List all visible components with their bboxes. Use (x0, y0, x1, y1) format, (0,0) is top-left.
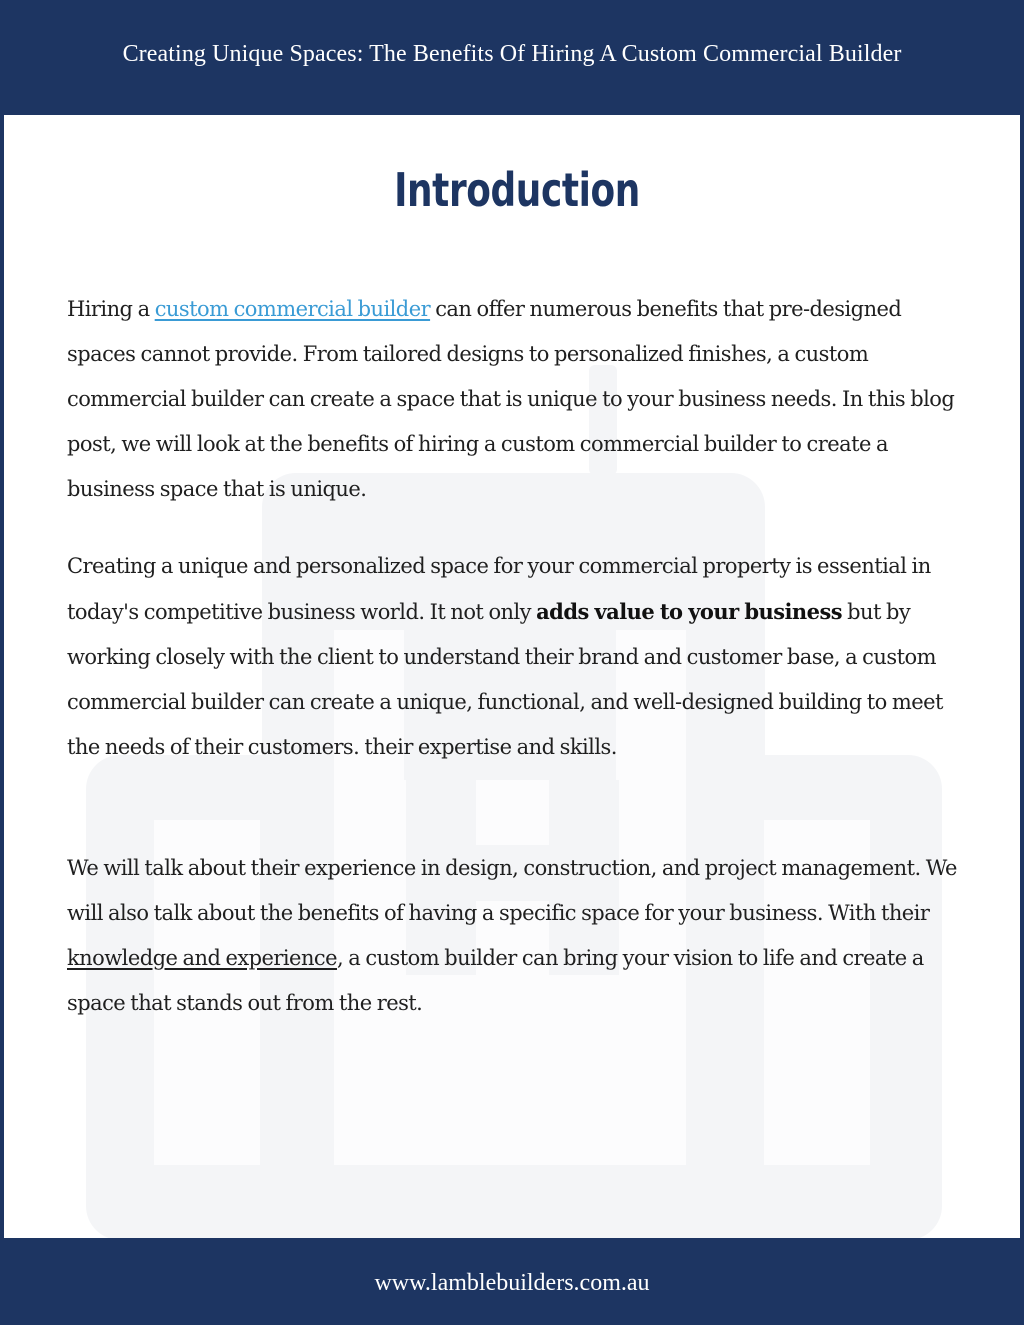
paragraph-unique-space (67, 544, 962, 770)
section-heading: Introduction (394, 163, 640, 217)
paragraph-experience (67, 846, 962, 1026)
paragraph-text: but by working closely with the client to understand their brand and customer base, a custom commercial builder can create a unique, functional, and well-designed building to meet the needs of their customers. their expertise and skills. (67, 600, 943, 759)
paragraph-intro (67, 287, 962, 512)
footer-website-url[interactable]: www.lamblebuilders.com.au (374, 1270, 650, 1296)
header-band (0, 0, 1024, 110)
footer-band (0, 1243, 1024, 1325)
paragraph-text: Hiring a (67, 297, 155, 321)
paragraph-text: , a custom builder can bring your vision to life and create a space that stands out from the rest. (67, 946, 924, 1015)
custom-commercial-builder-link[interactable]: custom commercial builder (154, 297, 431, 321)
paragraph-text: Creating a unique and personalized space for your commercial property is essential in today's competitive business world. It not only (67, 554, 931, 624)
bold-text: adds value to your business (536, 599, 843, 624)
document-title: Creating Unique Spaces: The Benefits Of Hiring A Custom Commercial Builder (122, 40, 902, 67)
paragraph-text: We will talk about their experience in design, construction, and project management. We will also talk about the benefits of having a specific space for your business. With their (67, 856, 957, 925)
paragraph-text: can offer numerous benefits that pre-designed spaces cannot provide. From tailored designs to personalized finishes, a custom commercial builder can create a space that is unique to your business needs. In this blog post, we will look at the benefits of hiring a custom commercial builder to create a business space that is unique. (67, 297, 955, 501)
page-content-frame (1, 112, 1023, 1241)
knowledge-and-experience-link[interactable]: knowledge and experience (67, 946, 338, 970)
